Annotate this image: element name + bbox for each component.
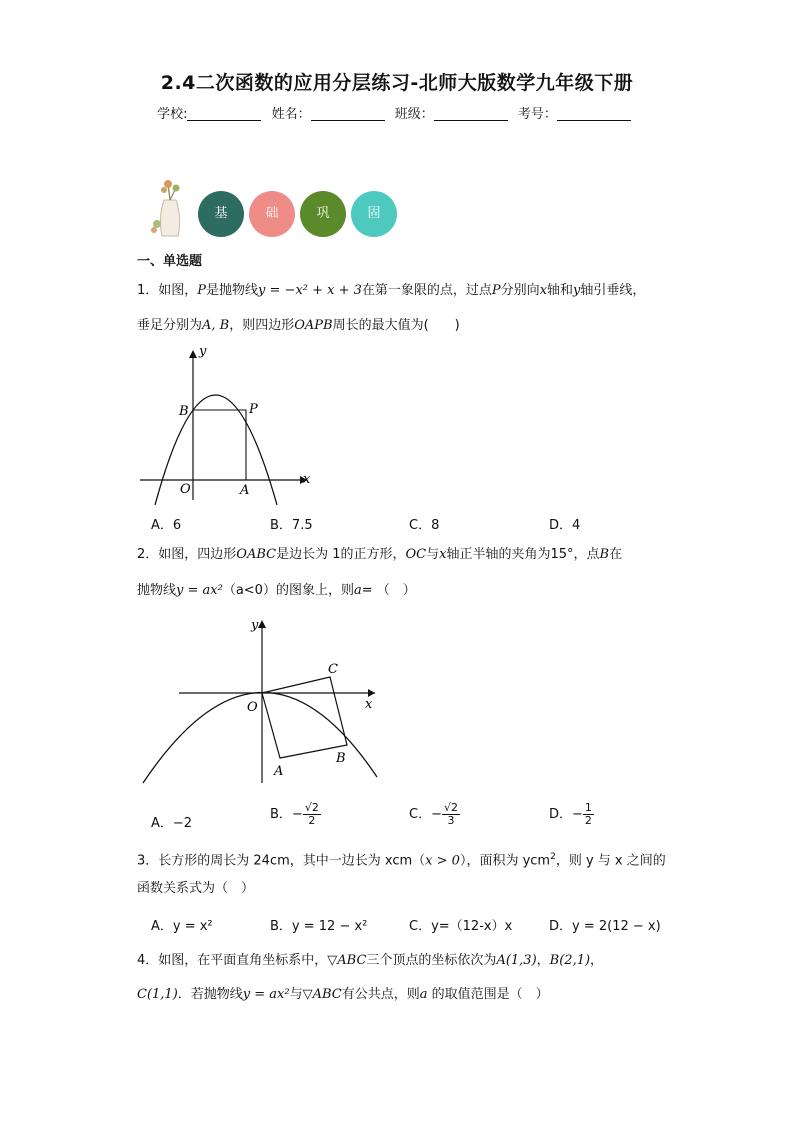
q1-line1 [137, 282, 645, 300]
badge-ji: 基 [198, 191, 244, 237]
q3-option-a[interactable]: A．y = x² [151, 919, 213, 934]
label-p: P [249, 402, 258, 417]
label-y: y [199, 345, 207, 359]
class-label: 班级： [394, 107, 434, 122]
badge-gong: 巩 [300, 191, 346, 237]
q2-option-b-prefix: B．− [270, 807, 303, 822]
q2-option-d-prefix: D．− [549, 807, 583, 822]
q3-line1 [137, 848, 666, 870]
q1-text: 在第一象限的点，过点 [361, 283, 492, 298]
square-oabc [262, 677, 347, 758]
q2-square: OABC [236, 547, 277, 562]
label-x: x [303, 472, 311, 487]
q1-y: y [573, 283, 581, 298]
q3-superscript: 2 [550, 852, 556, 862]
q2-text: 抛物线 [137, 583, 177, 598]
label-c: C [328, 662, 338, 677]
q4-point-c: C(1,1) [137, 987, 178, 1002]
q4-text: ．若抛物线 [177, 987, 243, 1002]
q1-option-b[interactable]: B．7.5 [270, 518, 313, 533]
q2-option-c-prefix: C．− [409, 807, 442, 822]
parabola-curve [143, 692, 377, 783]
frac-num: √2 [304, 801, 319, 814]
q2-equation: y = ax² [176, 583, 223, 598]
q4-comma: ， [590, 953, 604, 968]
q1-x: x [539, 283, 548, 298]
exam-number-blank[interactable] [557, 106, 631, 121]
frac-den: 2 [308, 814, 316, 827]
q2-oc: OC [405, 547, 427, 562]
parabola-curve [155, 395, 277, 505]
q2-line1 [137, 546, 622, 564]
q2-figure [135, 615, 385, 795]
school-label: 学校: [157, 107, 188, 122]
q2-text: 2．如图，四边形 [137, 547, 237, 562]
q1-number: 1．如图， [137, 283, 198, 298]
q1-point-p: P [197, 283, 207, 298]
q4-text: 有公共点，则 [341, 987, 420, 1002]
q2-option-b-frac [303, 802, 321, 827]
label-b: B [179, 404, 189, 419]
q1-quad: OAPB [294, 318, 333, 333]
q4-text: 三个顶点的坐标依次为 [366, 953, 497, 968]
q2-option-d[interactable] [549, 802, 594, 827]
q2-text: = （ ） [361, 583, 416, 598]
q1-text: ，则四边形 [229, 318, 295, 333]
label-y: y [251, 618, 259, 633]
label-o: O [247, 700, 258, 715]
frac-den: 2 [584, 814, 592, 827]
q2-option-c-frac [442, 802, 460, 827]
q4-text: 与 [289, 987, 303, 1002]
q4-triangle: ▽ABC [302, 987, 342, 1002]
q1-text: 周长的最大值为( ) [332, 318, 460, 333]
q4-text: 4．如图，在平面直角坐标系中， [137, 953, 328, 968]
badge-gu: 固 [351, 191, 397, 237]
frac-num: √2 [443, 801, 458, 814]
q2-line2 [137, 582, 416, 600]
q4-comma: ， [536, 953, 550, 968]
name-label: 姓名： [271, 107, 311, 122]
q3-option-d[interactable]: D．y = 2(12 − x) [549, 919, 661, 934]
q1-option-d[interactable]: D．4 [549, 518, 581, 533]
q4-point-b: B(2,1) [549, 953, 591, 968]
q3-text: ），面积为 ycm [459, 853, 551, 869]
q2-text: 与 [426, 547, 440, 562]
q2-a: a [353, 583, 362, 598]
label-a: A [240, 483, 250, 498]
q2-text: 是边长为 1的正方形， [276, 547, 406, 562]
q1-text: 是抛物线 [206, 283, 259, 298]
q4-a: a [419, 987, 428, 1002]
q4-equation: y = ax² [242, 987, 290, 1002]
q4-line1 [137, 952, 603, 970]
q3-text: 3．长方形的周长为 24cm，其中一边长为 xcm（ [137, 853, 426, 869]
q2-option-d-frac [583, 802, 594, 827]
q2-text: 在 [609, 547, 623, 562]
q1-line2 [137, 317, 460, 335]
school-blank[interactable] [187, 106, 261, 121]
q4-text: 的取值范围是（ ） [427, 987, 549, 1002]
q2-degree: 15° [550, 547, 574, 562]
q2-option-a[interactable]: A．−2 [151, 816, 193, 831]
label-b: B [336, 751, 346, 766]
q3-line2: 函数关系式为（ ） [137, 881, 255, 896]
q3-option-b[interactable]: B．y = 12 − x² [270, 919, 368, 934]
label-a: A [274, 764, 284, 779]
q4-line2 [137, 986, 549, 1004]
frac-num: 1 [584, 801, 592, 814]
q3-text: ，则 y 与 x 之间的 [555, 853, 666, 869]
q2-x: x [439, 547, 447, 562]
plant-vase-icon [148, 178, 192, 240]
q1-option-a[interactable]: A．6 [151, 518, 182, 533]
q1-point-p: P [491, 283, 501, 298]
q1-figure [135, 345, 315, 505]
class-blank[interactable] [434, 106, 508, 121]
q4-triangle: ▽ABC [327, 953, 367, 968]
q3-option-c[interactable]: C．y=（12-x）x [409, 919, 513, 934]
q1-equation: y = −x² + x + 3 [258, 283, 362, 298]
q2-text: ，点 [573, 547, 600, 562]
badge-chu: 础 [249, 191, 295, 237]
exam-number-label: 考号： [517, 107, 557, 122]
perpendicular-lines [193, 410, 246, 480]
frac-den: 3 [447, 814, 455, 827]
section-heading: 一、单选题 [137, 254, 203, 269]
label-o: O [180, 482, 191, 497]
q1-option-c[interactable]: C．8 [409, 518, 440, 533]
q1-text: 垂足分别为 [137, 318, 203, 333]
q2-option-b[interactable] [270, 802, 321, 827]
q1-text: 分别向 [500, 283, 540, 298]
q3-condition: x > 0 [425, 853, 460, 869]
q4-point-a: A(1,3) [496, 953, 537, 968]
q2-option-c[interactable] [409, 802, 460, 827]
q2-b: B [599, 547, 610, 562]
student-info-line [0, 103, 794, 122]
name-blank[interactable] [311, 106, 385, 121]
label-x: x [365, 697, 373, 712]
q1-text: 轴引垂线， [580, 283, 646, 298]
q2-text: （a<0）的图象上，则 [222, 583, 354, 598]
q1-text: 轴和 [547, 283, 574, 298]
page-title: 2.4二次函数的应用分层练习-北师大版数学九年级下册 [160, 72, 634, 94]
q1-ab: A, B [202, 318, 230, 333]
q2-text: 轴正半轴的夹角为 [446, 547, 551, 562]
